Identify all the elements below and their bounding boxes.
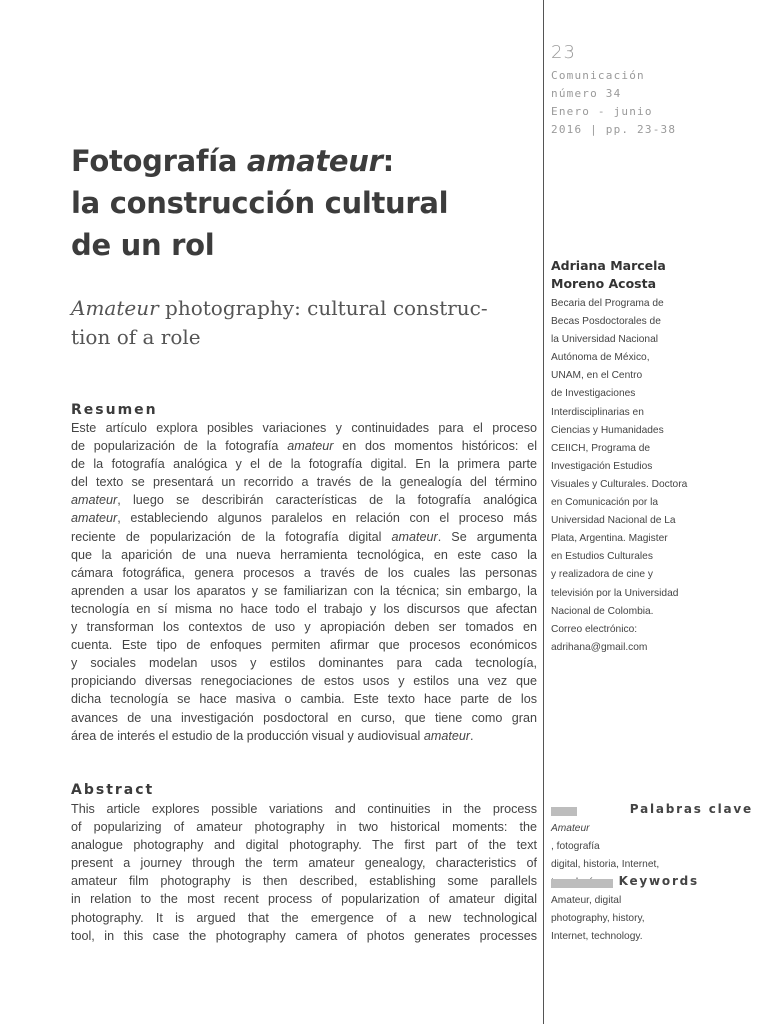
resumen-line: y sociales modelan usos y estilos dominantes para cada tecnología, [71, 656, 537, 671]
title-italic-word: amateur [246, 144, 383, 178]
resumen-line: dicha tecnología se hace masiva o cambia. Este texto hace parte de los [71, 692, 537, 707]
author-bio [551, 295, 751, 657]
abstract-line: of popularizing of amateur photography in two historical moments: the [71, 820, 537, 835]
resumen-line: reciente de popularización de la fotografía digital amateur. Se argumenta [71, 529, 537, 544]
author-bio-line: en Estudios Culturales [551, 551, 653, 563]
palabras-clave-heading: Palabras clave [629, 802, 753, 816]
abstract-line: amateur film photography is then described, establishing some parallels [71, 874, 537, 889]
subtitle-line-2: tion of a role [71, 325, 201, 349]
resumen-line: amateur, estableciendo algunos paralelos en relación con el proceso más [71, 511, 537, 526]
abstract-heading: Abstract [71, 782, 155, 798]
author-bio-line: UNAM, en el Centro [551, 370, 643, 382]
abstract-body [71, 800, 537, 945]
journal-issue: número 34 [551, 87, 622, 100]
abstract-line: photography. It is argued that the emergence of a new technological [71, 910, 537, 925]
author-bio-line: de Investigaciones [551, 388, 636, 400]
journal-name: Comunicación [551, 69, 645, 82]
resumen-line: avances de una investigación posdoctoral en curso, que tiene como gran [71, 710, 537, 725]
resumen-line: amateur, luego se describirán características de la fotografía analógica [71, 493, 537, 508]
palabras-clave-line-2: digital, historia, Internet, [551, 859, 660, 870]
author-name-line-2: Moreno Acosta [551, 276, 657, 291]
keywords-line: photography, history, [551, 913, 645, 924]
palabras-clave-header [551, 802, 751, 818]
resumen-line: tecnología en sí misma no hace todo el trabajo y los discursos que afectan [71, 601, 537, 616]
author-bio-line: Ciencias y Humanidades [551, 424, 664, 436]
keywords-text [551, 892, 751, 946]
resumen-line: del texto se presentará un recorrido a través de la genealogía del término [71, 475, 537, 490]
author-bio-line: en Comunicación por la [551, 497, 659, 509]
resumen-line: aprenden a usar los aparatos y se familiarizan con la técnica; sin embargo, la [71, 583, 537, 598]
author-bio-line: y realizadora de cine y [551, 569, 653, 581]
author-bio-line: Visuales y Culturales. Doctora [551, 478, 688, 490]
journal-meta [551, 42, 676, 139]
resumen-line: área de interés el estudio de la producción visual y audiovisual amateur. [71, 728, 474, 743]
abstract-line: analogue photography and digital photography. The first part of the text [71, 838, 537, 853]
author-block [551, 257, 751, 657]
journal-period: Enero - junio [551, 105, 653, 118]
author-bio-line: Investigación Estudios [551, 460, 653, 472]
column-divider [543, 0, 544, 1024]
keywords-bar [551, 879, 613, 888]
resumen-line: y transforman los contextos de uso y apropiación deben ser tomados en [71, 620, 537, 635]
keywords-heading: Keywords [618, 874, 699, 888]
author-bio-line: CEIICH, Programa de [551, 442, 651, 454]
resumen-line: cuenta. Este tipo de enfoques permiten afirmar que procesos económicos [71, 638, 537, 653]
palabras-clave-line-1 [551, 820, 751, 856]
article-title [71, 140, 531, 266]
title-line-1 [71, 140, 531, 182]
palabras-clave-bar [551, 807, 577, 816]
subtitle-rest: photography: cultural construc- [158, 296, 488, 320]
palabras-clave-italic: Amateur [551, 823, 590, 834]
keywords-line: Amateur, digital [551, 895, 622, 906]
keywords-line: Internet, technology. [551, 931, 643, 942]
author-bio-line: televisión por la Universidad [551, 587, 679, 599]
palabras-clave-rest: , fotografía [551, 841, 600, 852]
author-bio-line: Universidad Nacional de La [551, 515, 676, 527]
author-bio-line: Correo electrónico: [551, 623, 638, 635]
author-bio-line: Becas Posdoctorales de [551, 316, 661, 328]
title-line-3: de un rol [71, 228, 215, 262]
abstract-line: tool, in this case the photography camera of photos generates processes [71, 928, 537, 943]
author-name-line-1: Adriana Marcela [551, 258, 666, 273]
keywords-header [551, 874, 751, 890]
resumen-line: de popularización de la fotografía amateur en dos momentos históricos: el [71, 439, 537, 454]
resumen-line: Este artículo explora posibles variaciones y continuidades para el proceso [71, 421, 537, 435]
resumen-line: que la aparición de una nueva herramienta tecnológica, en este caso la [71, 547, 537, 562]
author-bio-line: la Universidad Nacional [551, 334, 659, 346]
abstract-line: present a journey through the term amateur genealogy, characteristics of [71, 856, 537, 871]
title-prefix: Fotografía [71, 144, 247, 178]
author-bio-line: Nacional de Colombia. [551, 605, 654, 617]
title-line-2: la construcción cultural [71, 186, 449, 220]
author-bio-line: adrihana@gmail.com [551, 641, 648, 653]
resumen-line: cámara fotográfica, genera procesos a través de los cuales las personas [71, 565, 537, 580]
page-number: 23 [551, 42, 576, 63]
subtitle-italic-word: Amateur [71, 296, 159, 320]
title-colon: : [382, 144, 394, 178]
article-subtitle [71, 294, 531, 352]
subtitle-line-1 [71, 294, 531, 323]
journal-year-pages: 2016 | pp. 23-38 [551, 123, 677, 136]
author-bio-line: Becaria del Programa de [551, 298, 664, 309]
resumen-heading: Resumen [71, 402, 158, 418]
abstract-line: in relation to the most recent process of popularization of amateur digital [71, 892, 537, 907]
author-bio-line: Autónoma de México, [551, 352, 650, 364]
resumen-line: propiciando diversas renegociaciones de estos usos y estilos una vez que [71, 674, 537, 689]
author-bio-line: Interdisciplinarias en [551, 406, 644, 418]
abstract-line: This article explores possible variations and continuities in the process [71, 802, 537, 816]
resumen-body [71, 419, 537, 745]
author-bio-line: Plata, Argentina. Magister [551, 533, 668, 545]
resumen-line: de la fotografía analógica y el de la fotografía digital. En la primera parte [71, 457, 537, 472]
